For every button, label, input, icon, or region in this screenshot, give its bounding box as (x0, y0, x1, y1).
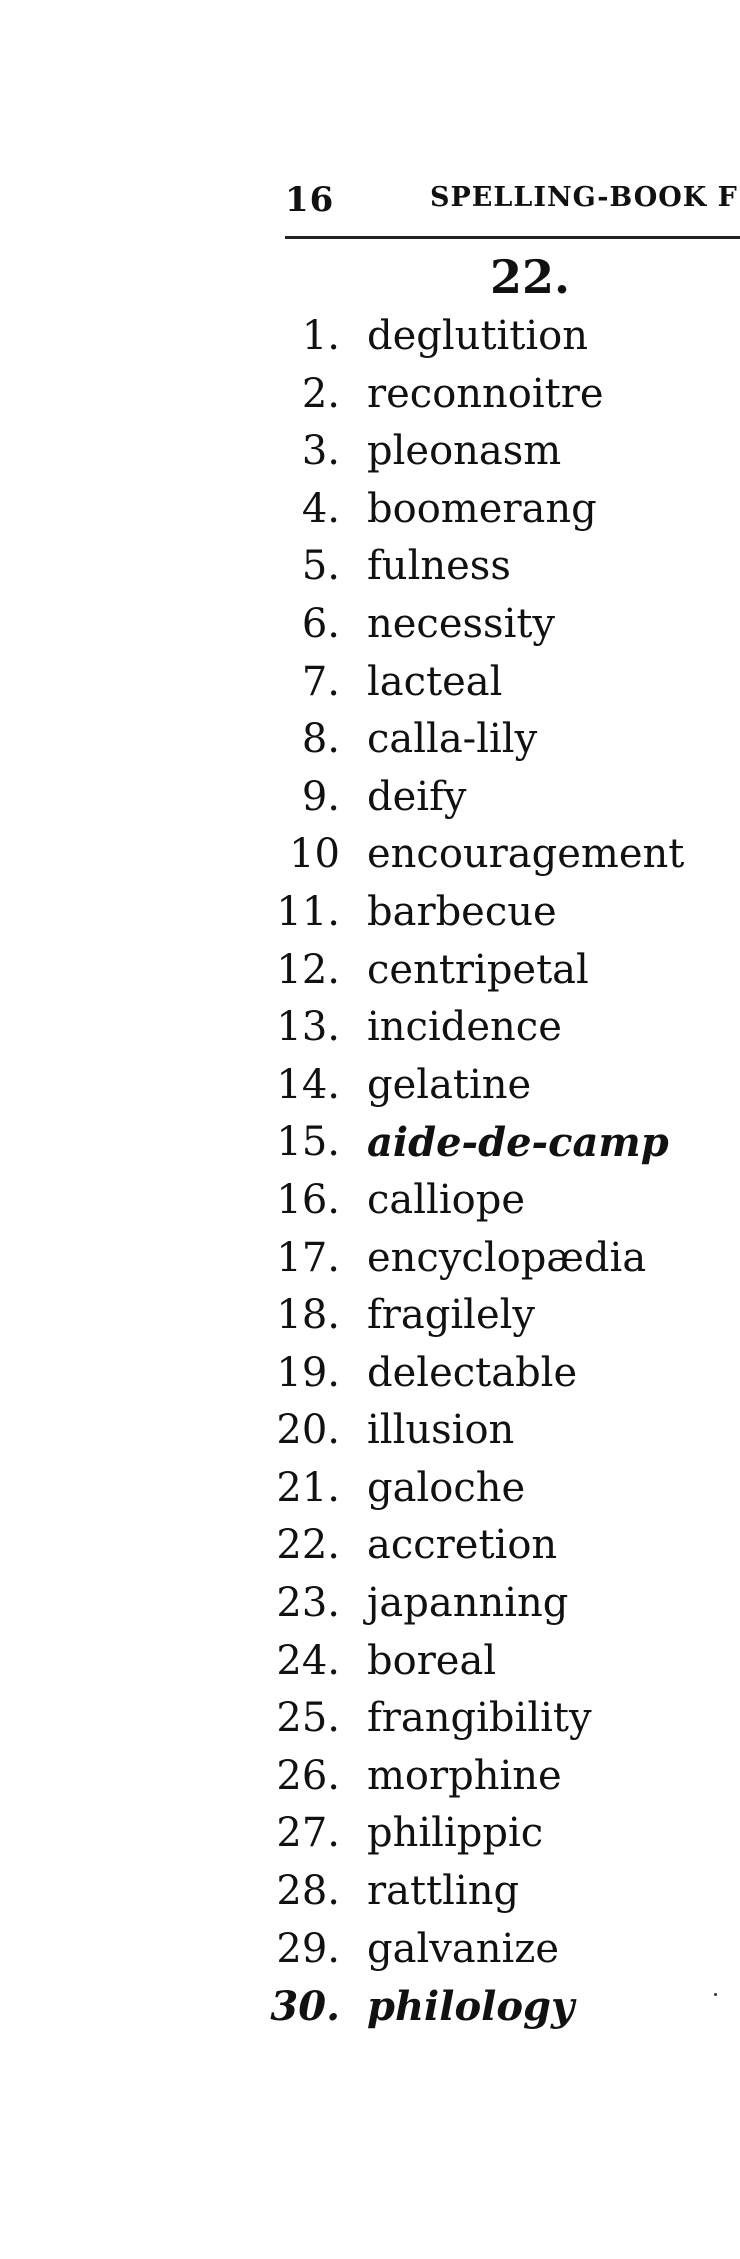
item-number: 21. (276, 1464, 340, 1511)
item-number: 14. (276, 1061, 340, 1108)
item-number: 9. (301, 773, 340, 820)
spelling-word: lacteal (367, 658, 503, 705)
word-item (0, 1345, 740, 1403)
spelling-word: barbecue (367, 888, 557, 935)
item-number: 26. (276, 1752, 340, 1799)
item-number: 28. (276, 1868, 340, 1915)
item-number: 5. (301, 543, 340, 590)
word-item (0, 1460, 740, 1518)
item-number: 25. (276, 1695, 340, 1742)
word-item (0, 1114, 740, 1172)
page-number: 16 (285, 180, 335, 220)
item-number: 27. (276, 1810, 340, 1857)
word-item (0, 769, 740, 827)
word-item (0, 423, 740, 481)
word-item (0, 1978, 740, 2036)
word-item (0, 826, 740, 884)
spelling-word: pleonasm (367, 428, 562, 475)
word-item (0, 1805, 740, 1863)
item-number: 30. (270, 1983, 340, 2031)
spelling-word: calliope (367, 1176, 525, 1223)
item-number: 1. (301, 313, 340, 359)
spelling-word: frangibility (367, 1695, 592, 1742)
spelling-word: delectable (367, 1349, 578, 1396)
item-number: 4. (301, 485, 340, 532)
item-number: 10 (289, 831, 340, 878)
word-item (0, 942, 740, 1000)
item-number: 24. (276, 1637, 340, 1684)
spelling-word: centripetal (367, 946, 589, 993)
item-number: 15. (276, 1119, 340, 1166)
item-number: 16. (276, 1176, 340, 1223)
spelling-word: galoche (367, 1464, 526, 1511)
spelling-word: reconnoitre (367, 370, 604, 417)
word-item (0, 366, 740, 424)
item-number: 3. (301, 428, 340, 475)
word-item (0, 538, 740, 596)
word-item (0, 1057, 740, 1115)
spelling-word: illusion (367, 1407, 515, 1454)
spelling-word: fulness (367, 543, 511, 590)
item-number: 6. (301, 600, 340, 647)
spelling-word: deglutition (367, 313, 589, 359)
spelling-word: necessity (367, 600, 556, 647)
word-item (0, 711, 740, 769)
word-item (0, 1748, 740, 1806)
item-number: 2. (301, 370, 340, 417)
spelling-word: encouragement (367, 831, 685, 878)
item-number: 11. (276, 888, 340, 935)
spelling-word: encyclopædia (367, 1234, 647, 1281)
item-number: 19. (276, 1349, 340, 1396)
spelling-word: gelatine (367, 1061, 532, 1108)
word-item (0, 1517, 740, 1575)
word-item (0, 1633, 740, 1691)
word-item (0, 1863, 740, 1921)
spelling-word-list (0, 308, 740, 2036)
word-item (0, 1172, 740, 1230)
spelling-word: morphine (367, 1752, 562, 1799)
spelling-word: japanning (367, 1580, 569, 1627)
lesson-number: 22. (490, 250, 571, 304)
spelling-word: rattling (367, 1868, 520, 1915)
item-number: 18. (276, 1292, 340, 1339)
item-number: 8. (301, 716, 340, 763)
ink-speck (714, 1993, 717, 1996)
spelling-word: calla-lily (367, 716, 538, 763)
item-number: 29. (276, 1925, 340, 1972)
spelling-word: galvanize (367, 1925, 559, 1972)
word-item (0, 481, 740, 539)
spelling-word: incidence (367, 1004, 562, 1051)
item-number: 13. (276, 1004, 340, 1051)
spelling-word: accretion (367, 1522, 558, 1569)
item-number: 23. (276, 1580, 340, 1627)
item-number: 20. (276, 1407, 340, 1454)
spelling-word: philippic (367, 1810, 544, 1857)
word-item (0, 654, 740, 712)
spelling-word: aide-de-camp (367, 1119, 669, 1167)
word-item (0, 596, 740, 654)
word-item (0, 1287, 740, 1345)
item-number: 22. (276, 1522, 340, 1569)
spelling-word: deify (367, 773, 467, 820)
spelling-word: boomerang (367, 485, 597, 532)
word-item (0, 1230, 740, 1288)
word-item (0, 999, 740, 1057)
word-item (0, 308, 740, 366)
word-item (0, 1575, 740, 1633)
word-item (0, 1921, 740, 1979)
word-item (0, 1402, 740, 1460)
word-item (0, 1690, 740, 1748)
word-item (0, 884, 740, 942)
item-number: 17. (276, 1234, 340, 1281)
header-rule (285, 236, 740, 239)
running-head: SPELLING-BOOK F (430, 182, 738, 213)
item-number: 12. (276, 946, 340, 993)
spelling-word: boreal (367, 1637, 497, 1684)
page-header (0, 170, 740, 230)
spelling-word: fragilely (367, 1292, 536, 1339)
spelling-word: philology (367, 1983, 575, 2031)
item-number: 7. (301, 658, 340, 705)
